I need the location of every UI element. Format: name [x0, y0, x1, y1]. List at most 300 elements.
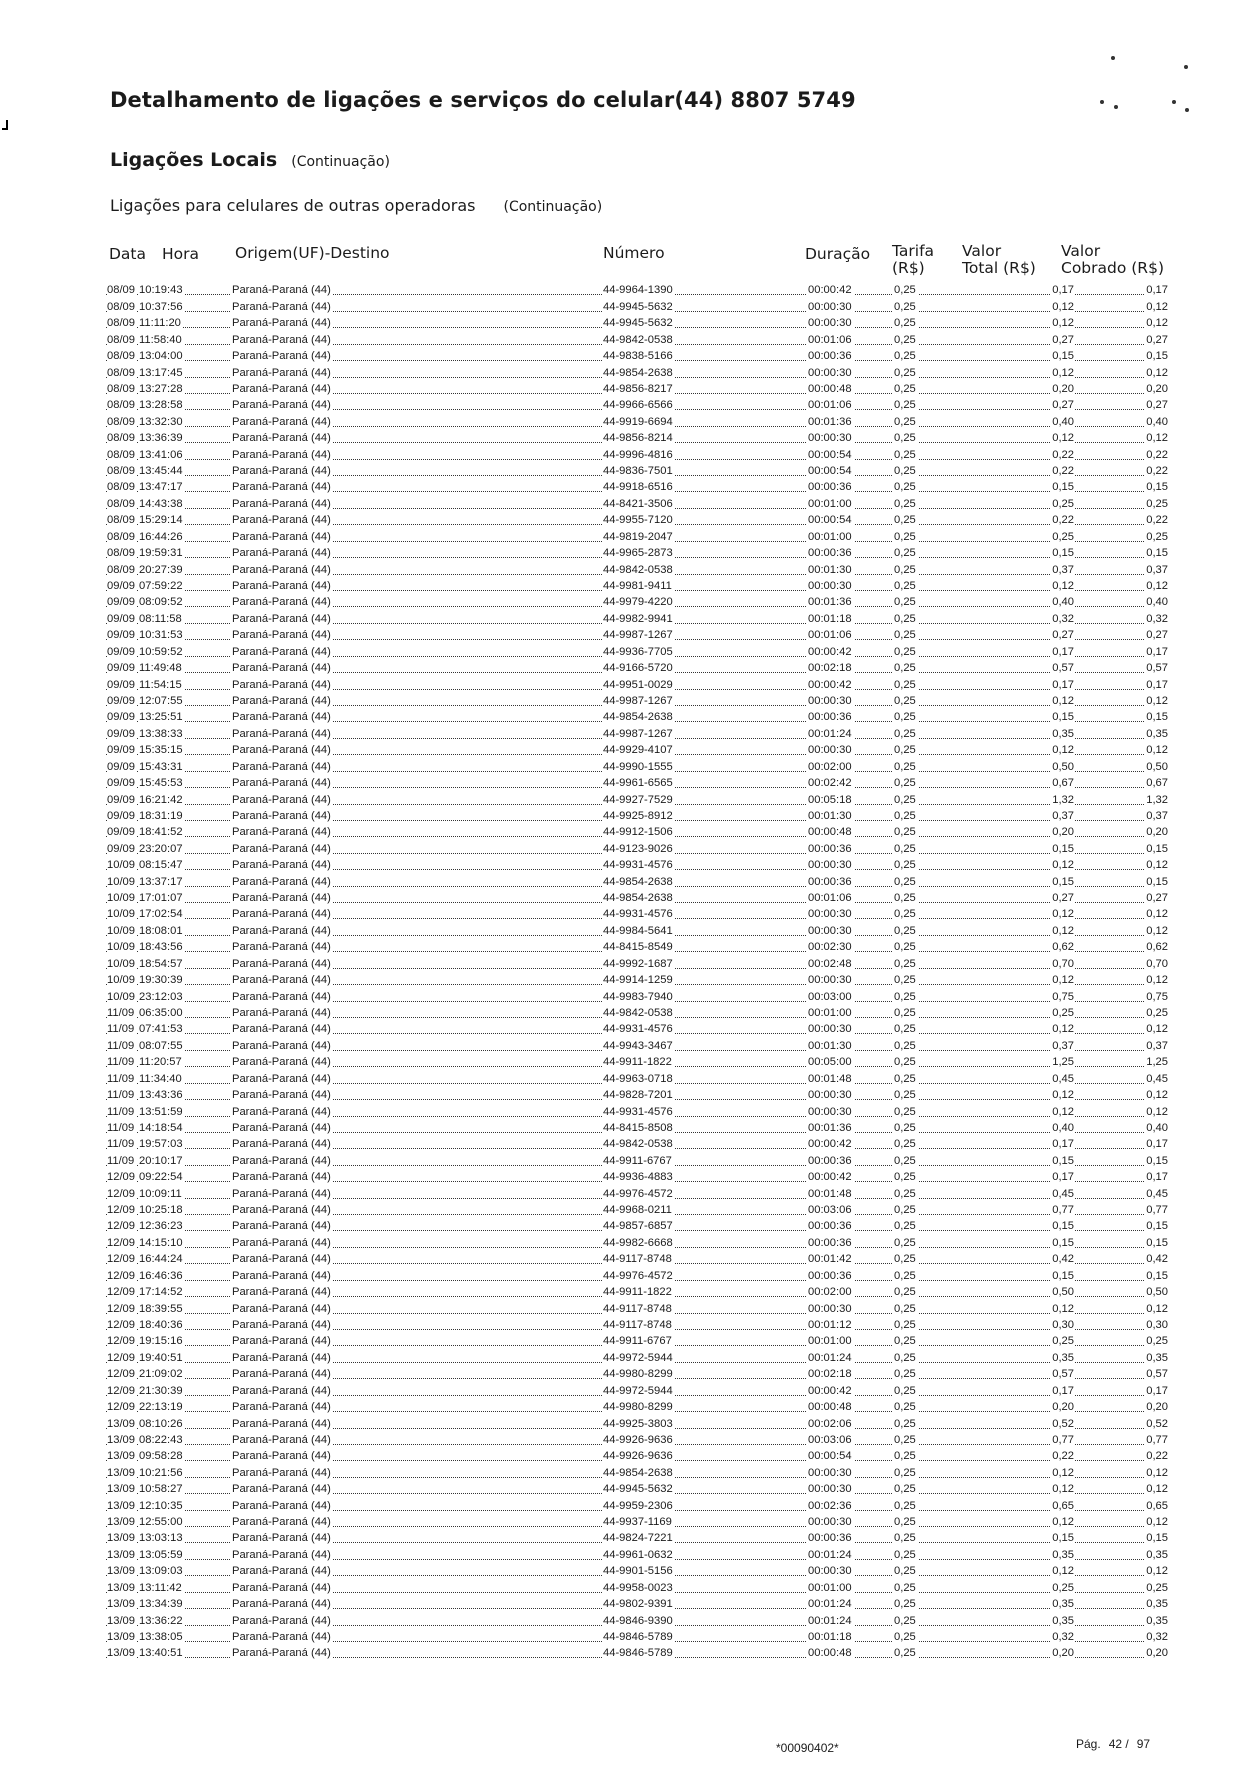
row-origin-destination: Paraná-Paraná (44) [232, 1056, 331, 1069]
document-code: *00090402* [776, 1741, 839, 1755]
table-row [106, 1185, 1168, 1201]
row-time: 17:02:54 [139, 908, 183, 921]
row-number: 44-9976-4572 [603, 1187, 673, 1200]
row-origin-destination: Paraná-Paraná (44) [232, 596, 331, 609]
row-charged-value: 0,15 [1146, 547, 1168, 560]
row-duration: 00:00:48 [808, 1401, 852, 1414]
row-rate: 0,25 [894, 1368, 916, 1381]
row-date: 11/09 [107, 1105, 135, 1118]
row-duration: 00:00:42 [808, 1171, 852, 1184]
row-number: 44-9901-5156 [603, 1565, 673, 1578]
row-rate: 0,25 [894, 1089, 916, 1102]
row-origin-destination: Paraná-Paraná (44) [232, 580, 331, 593]
row-number: 44-9926-9636 [603, 1433, 673, 1446]
row-total-value: 0,15 [1052, 842, 1074, 855]
row-number: 44-9857-6857 [603, 1220, 673, 1233]
row-total-value: 0,77 [1052, 1204, 1074, 1217]
row-duration: 00:01:06 [808, 399, 852, 412]
column-header-tarifa-line2: (R$) [892, 259, 925, 277]
row-origin-destination: Paraná-Paraná (44) [232, 1516, 331, 1529]
row-rate: 0,25 [894, 1154, 916, 1167]
row-origin-destination: Paraná-Paraná (44) [232, 399, 331, 412]
row-rate: 0,25 [894, 1614, 916, 1627]
row-rate: 0,25 [894, 547, 916, 560]
row-duration: 00:03:06 [808, 1433, 852, 1446]
row-origin-destination: Paraná-Paraná (44) [232, 350, 331, 363]
page-title: Detalhamento de ligações e serviços do celular(44) 8807 5749 [110, 88, 856, 112]
row-number: 44-9836-7501 [603, 465, 673, 478]
table-row [106, 1333, 1168, 1349]
row-total-value: 0,15 [1052, 1220, 1074, 1233]
row-date: 12/09 [107, 1220, 135, 1233]
row-total-value: 0,15 [1052, 481, 1074, 494]
table-row [106, 331, 1168, 347]
row-rate: 0,25 [894, 1466, 916, 1479]
row-date: 11/09 [107, 1006, 135, 1019]
row-number: 44-9846-5789 [603, 1631, 673, 1644]
row-origin-destination: Paraná-Paraná (44) [232, 1039, 331, 1052]
row-duration: 00:00:30 [808, 1023, 852, 1036]
subsection-heading [110, 196, 602, 215]
row-time: 11:20:57 [139, 1056, 182, 1069]
row-date: 12/09 [107, 1302, 135, 1315]
column-header-valor-cobrado [1061, 243, 1164, 277]
table-row [106, 1103, 1168, 1119]
row-time: 13:04:00 [139, 350, 183, 363]
row-time: 13:34:39 [139, 1598, 183, 1611]
row-charged-value: 0,27 [1146, 399, 1168, 412]
table-row [106, 1021, 1168, 1037]
row-rate: 0,25 [894, 1253, 916, 1266]
row-time: 13:41:06 [139, 448, 183, 461]
row-rate: 0,25 [894, 760, 916, 773]
table-row [106, 610, 1168, 626]
row-time: 21:09:02 [139, 1368, 183, 1381]
row-charged-value: 0,15 [1146, 711, 1168, 724]
row-total-value: 0,50 [1052, 1286, 1074, 1299]
row-charged-value: 0,27 [1146, 629, 1168, 642]
row-date: 08/09 [107, 350, 135, 363]
row-number: 44-9117-8748 [603, 1302, 672, 1315]
table-row [106, 1596, 1168, 1612]
row-time: 13:37:17 [139, 875, 183, 888]
row-date: 10/09 [107, 908, 135, 921]
row-rate: 0,25 [894, 399, 916, 412]
row-time: 23:20:07 [139, 842, 183, 855]
row-total-value: 0,27 [1052, 892, 1074, 905]
row-rate: 0,25 [894, 1631, 916, 1644]
row-time: 08:10:26 [139, 1417, 183, 1430]
row-rate: 0,25 [894, 1401, 916, 1414]
row-rate: 0,25 [894, 1581, 916, 1594]
row-rate: 0,25 [894, 990, 916, 1003]
row-time: 15:43:31 [139, 760, 183, 773]
row-time: 10:37:56 [139, 300, 183, 313]
row-date: 12/09 [107, 1401, 135, 1414]
row-total-value: 0,20 [1052, 1401, 1074, 1414]
row-charged-value: 0,32 [1146, 1631, 1168, 1644]
scan-dot [1100, 100, 1104, 104]
row-number: 44-9987-1267 [603, 694, 673, 707]
row-date: 08/09 [107, 481, 135, 494]
row-origin-destination: Paraná-Paraná (44) [232, 1548, 331, 1561]
row-number: 44-9931-4576 [603, 908, 673, 921]
row-charged-value: 0,20 [1146, 1647, 1168, 1660]
row-duration: 00:00:30 [808, 1565, 852, 1578]
row-rate: 0,25 [894, 1269, 916, 1282]
row-origin-destination: Paraná-Paraná (44) [232, 974, 331, 987]
row-rate: 0,25 [894, 694, 916, 707]
table-row [106, 1530, 1168, 1546]
row-time: 19:59:31 [139, 547, 183, 560]
row-time: 08:15:47 [139, 859, 183, 872]
row-origin-destination: Paraná-Paraná (44) [232, 481, 331, 494]
row-time: 14:18:54 [139, 1121, 183, 1134]
row-number: 44-9951-0029 [603, 678, 673, 691]
row-date: 08/09 [107, 530, 135, 543]
row-duration: 00:03:00 [808, 990, 852, 1003]
row-number: 44-9980-8299 [603, 1401, 673, 1414]
row-rate: 0,25 [894, 1516, 916, 1529]
row-number: 44-9914-1259 [603, 974, 673, 987]
table-row [106, 988, 1168, 1004]
table-row [106, 1267, 1168, 1283]
row-date: 08/09 [107, 399, 135, 412]
table-row [106, 413, 1168, 429]
row-origin-destination: Paraná-Paraná (44) [232, 1368, 331, 1381]
row-time: 19:57:03 [139, 1138, 183, 1151]
row-date: 13/09 [107, 1499, 135, 1512]
row-charged-value: 0,62 [1146, 941, 1168, 954]
row-origin-destination: Paraná-Paraná (44) [232, 415, 331, 428]
row-origin-destination: Paraná-Paraná (44) [232, 530, 331, 543]
row-charged-value: 0,37 [1146, 563, 1168, 576]
row-number: 44-9976-4572 [603, 1269, 673, 1282]
row-duration: 00:01:06 [808, 892, 852, 905]
row-time: 15:29:14 [139, 514, 183, 527]
table-row [106, 939, 1168, 955]
row-time: 16:44:26 [139, 530, 183, 543]
row-date: 13/09 [107, 1450, 135, 1463]
table-row [106, 890, 1168, 906]
row-date: 08/09 [107, 317, 135, 330]
row-time: 09:22:54 [139, 1171, 183, 1184]
row-number: 44-9117-8748 [603, 1319, 672, 1331]
row-total-value: 0,12 [1052, 1516, 1074, 1529]
row-date: 09/09 [107, 645, 135, 658]
row-number: 44-9166-5720 [603, 662, 673, 675]
row-rate: 0,25 [894, 448, 916, 461]
table-row [106, 348, 1168, 364]
row-date: 13/09 [107, 1516, 135, 1529]
row-total-value: 0,35 [1052, 1614, 1074, 1627]
row-date: 10/09 [107, 974, 135, 987]
table-row [106, 725, 1168, 741]
row-total-value: 0,15 [1052, 1154, 1074, 1167]
row-origin-destination: Paraná-Paraná (44) [232, 826, 331, 839]
row-number: 44-8415-8549 [603, 941, 673, 954]
row-time: 18:43:56 [139, 941, 183, 954]
row-origin-destination: Paraná-Paraná (44) [232, 1105, 331, 1118]
row-duration: 00:00:30 [808, 1089, 852, 1102]
row-time: 10:58:27 [139, 1483, 183, 1496]
row-origin-destination: Paraná-Paraná (44) [232, 727, 331, 740]
row-duration: 00:01:30 [808, 563, 852, 576]
row-number: 44-9982-6668 [603, 1236, 673, 1249]
table-row [106, 282, 1168, 298]
row-date: 12/09 [107, 1368, 135, 1381]
row-rate: 0,25 [894, 1056, 916, 1069]
row-total-value: 0,20 [1052, 1647, 1074, 1660]
row-total-value: 0,12 [1052, 1105, 1074, 1118]
row-duration: 00:01:24 [808, 1598, 852, 1611]
table-row [106, 1234, 1168, 1250]
row-rate: 0,25 [894, 1450, 916, 1463]
row-time: 13:38:05 [139, 1631, 183, 1644]
row-rate: 0,25 [894, 1236, 916, 1249]
row-charged-value: 0,35 [1146, 1614, 1168, 1627]
scan-dot [1185, 108, 1189, 112]
row-total-value: 0,12 [1052, 366, 1074, 379]
row-number: 44-9117-8748 [603, 1253, 672, 1266]
table-row [106, 430, 1168, 446]
row-total-value: 0,12 [1052, 1483, 1074, 1496]
row-rate: 0,25 [894, 974, 916, 987]
row-rate: 0,25 [894, 514, 916, 527]
row-duration: 00:05:00 [808, 1056, 852, 1069]
row-charged-value: 0,45 [1146, 1072, 1168, 1085]
scan-dot [1172, 100, 1176, 104]
row-number: 44-9856-8214 [603, 432, 673, 445]
row-total-value: 0,62 [1052, 941, 1074, 954]
row-rate: 0,25 [894, 1121, 916, 1134]
page-indicator [1076, 1737, 1158, 1751]
row-total-value: 0,17 [1052, 645, 1074, 658]
row-duration: 00:00:30 [808, 1466, 852, 1479]
row-duration: 00:00:30 [808, 1302, 852, 1315]
table-row [106, 775, 1168, 791]
row-duration: 00:01:12 [808, 1319, 852, 1331]
row-total-value: 0,40 [1052, 1121, 1074, 1134]
row-origin-destination: Paraná-Paraná (44) [232, 1433, 331, 1446]
row-total-value: 1,32 [1052, 793, 1074, 806]
row-rate: 0,25 [894, 957, 916, 970]
table-row [106, 1300, 1168, 1316]
table-row [106, 676, 1168, 692]
row-date: 13/09 [107, 1647, 135, 1660]
row-time: 12:55:00 [139, 1516, 183, 1529]
row-time: 18:39:55 [139, 1302, 183, 1315]
row-total-value: 0,12 [1052, 317, 1074, 330]
row-charged-value: 0,27 [1146, 333, 1168, 346]
subsection-title: Ligações para celulares de outras operadoras [110, 196, 476, 215]
row-charged-value: 0,22 [1146, 1450, 1168, 1463]
row-rate: 0,25 [894, 1286, 916, 1299]
row-total-value: 0,17 [1052, 1384, 1074, 1397]
row-time: 22:13:19 [139, 1401, 183, 1414]
row-time: 21:30:39 [139, 1384, 183, 1397]
table-row [106, 1136, 1168, 1152]
table-row [106, 1120, 1168, 1136]
column-header-valor-cobrado-line2: Cobrado (R$) [1061, 259, 1164, 277]
row-total-value: 0,37 [1052, 1039, 1074, 1052]
row-charged-value: 0,75 [1146, 990, 1168, 1003]
row-rate: 0,25 [894, 645, 916, 658]
row-date: 12/09 [107, 1236, 135, 1249]
row-date: 11/09 [107, 1056, 135, 1069]
row-time: 11:34:40 [139, 1072, 182, 1085]
row-origin-destination: Paraná-Paraná (44) [232, 924, 331, 937]
row-number: 44-9959-2306 [603, 1499, 673, 1512]
row-duration: 00:00:42 [808, 678, 852, 691]
row-date: 11/09 [107, 1023, 135, 1036]
row-rate: 0,25 [894, 1335, 916, 1348]
table-row [106, 742, 1168, 758]
row-date: 11/09 [107, 1121, 135, 1134]
row-origin-destination: Paraná-Paraná (44) [232, 1204, 331, 1217]
row-date: 09/09 [107, 842, 135, 855]
row-number: 44-9912-1506 [603, 826, 673, 839]
row-date: 10/09 [107, 941, 135, 954]
table-row [106, 1202, 1168, 1218]
row-number: 44-9972-5944 [603, 1351, 673, 1364]
row-number: 44-9961-0632 [603, 1548, 673, 1561]
row-number: 44-9919-6694 [603, 415, 673, 428]
row-duration: 00:01:00 [808, 1335, 852, 1348]
row-time: 08:09:52 [139, 596, 183, 609]
row-number: 44-9123-9026 [603, 842, 673, 855]
row-number: 44-9854-2638 [603, 875, 673, 888]
table-row [106, 1218, 1168, 1234]
row-number: 44-9926-9636 [603, 1450, 673, 1463]
row-origin-destination: Paraná-Paraná (44) [232, 875, 331, 888]
row-date: 09/09 [107, 727, 135, 740]
row-charged-value: 0,12 [1146, 974, 1168, 987]
row-number: 44-9981-9411 [603, 580, 672, 593]
row-charged-value: 0,40 [1146, 596, 1168, 609]
row-charged-value: 0,17 [1146, 645, 1168, 658]
row-total-value: 0,25 [1052, 1335, 1074, 1348]
table-row [106, 840, 1168, 856]
row-rate: 0,25 [894, 333, 916, 346]
row-total-value: 0,22 [1052, 1450, 1074, 1463]
row-charged-value: 0,37 [1146, 1039, 1168, 1052]
row-duration: 00:00:30 [808, 580, 852, 593]
row-date: 09/09 [107, 777, 135, 790]
row-origin-destination: Paraná-Paraná (44) [232, 497, 331, 510]
row-duration: 00:00:36 [808, 1220, 852, 1233]
table-row [106, 1152, 1168, 1168]
row-charged-value: 0,15 [1146, 350, 1168, 363]
row-time: 12:36:23 [139, 1220, 183, 1233]
row-rate: 0,25 [894, 465, 916, 478]
row-origin-destination: Paraná-Paraná (44) [232, 465, 331, 478]
table-row [106, 824, 1168, 840]
row-charged-value: 0,42 [1146, 1253, 1168, 1266]
row-charged-value: 0,15 [1146, 1269, 1168, 1282]
row-time: 13:45:44 [139, 465, 183, 478]
row-duration: 00:02:48 [808, 957, 852, 970]
row-date: 11/09 [107, 1154, 135, 1167]
row-duration: 00:00:36 [808, 842, 852, 855]
row-date: 13/09 [107, 1598, 135, 1611]
row-date: 12/09 [107, 1204, 135, 1217]
row-number: 44-9842-0538 [603, 333, 673, 346]
row-rate: 0,25 [894, 1204, 916, 1217]
row-rate: 0,25 [894, 941, 916, 954]
row-duration: 00:01:24 [808, 1614, 852, 1627]
table-row [106, 972, 1168, 988]
row-total-value: 0,35 [1052, 727, 1074, 740]
row-charged-value: 0,20 [1146, 1401, 1168, 1414]
row-origin-destination: Paraná-Paraná (44) [232, 1220, 331, 1233]
row-date: 08/09 [107, 547, 135, 560]
table-row [106, 545, 1168, 561]
row-date: 08/09 [107, 448, 135, 461]
row-total-value: 0,17 [1052, 284, 1074, 297]
row-date: 08/09 [107, 366, 135, 379]
row-total-value: 0,25 [1052, 530, 1074, 543]
row-origin-destination: Paraná-Paraná (44) [232, 777, 331, 790]
row-rate: 0,25 [894, 481, 916, 494]
row-time: 08:22:43 [139, 1433, 183, 1446]
table-row [106, 1054, 1168, 1070]
row-charged-value: 0,12 [1146, 1023, 1168, 1036]
row-number: 44-9931-4576 [603, 859, 673, 872]
table-row [106, 1349, 1168, 1365]
subsection-continuation: (Continuação) [503, 199, 603, 215]
row-duration: 00:01:36 [808, 415, 852, 428]
table-row [106, 1497, 1168, 1513]
row-time: 11:54:15 [139, 678, 182, 691]
row-duration: 00:00:30 [808, 908, 852, 921]
row-origin-destination: Paraná-Paraná (44) [232, 1417, 331, 1430]
row-number: 44-9963-0718 [603, 1072, 673, 1085]
row-time: 08:07:55 [139, 1039, 183, 1052]
row-duration: 00:01:00 [808, 1006, 852, 1019]
row-duration: 00:00:30 [808, 432, 852, 445]
row-charged-value: 0,25 [1146, 530, 1168, 543]
row-total-value: 0,37 [1052, 563, 1074, 576]
row-total-value: 0,75 [1052, 990, 1074, 1003]
row-number: 44-9992-1687 [603, 957, 673, 970]
row-number: 44-9842-0538 [603, 1006, 673, 1019]
row-charged-value: 0,35 [1146, 1548, 1168, 1561]
row-origin-destination: Paraná-Paraná (44) [232, 892, 331, 905]
row-charged-value: 0,40 [1146, 415, 1168, 428]
table-row [106, 1087, 1168, 1103]
scan-dot [1111, 56, 1115, 60]
row-charged-value: 0,22 [1146, 465, 1168, 478]
row-total-value: 0,40 [1052, 415, 1074, 428]
row-rate: 0,25 [894, 366, 916, 379]
table-row [106, 1070, 1168, 1086]
row-number: 44-9945-5632 [603, 317, 673, 330]
row-total-value: 0,27 [1052, 333, 1074, 346]
row-duration: 00:02:42 [808, 777, 852, 790]
row-charged-value: 0,50 [1146, 1286, 1168, 1299]
scan-dot [1114, 105, 1118, 109]
row-charged-value: 0,15 [1146, 481, 1168, 494]
row-duration: 00:00:30 [808, 1483, 852, 1496]
table-row [106, 479, 1168, 495]
row-date: 09/09 [107, 629, 135, 642]
table-row [106, 758, 1168, 774]
row-duration: 00:01:06 [808, 629, 852, 642]
row-number: 44-9931-4576 [603, 1105, 673, 1118]
section-continuation: (Continuação) [291, 154, 390, 170]
row-number: 44-9854-2638 [603, 711, 673, 724]
